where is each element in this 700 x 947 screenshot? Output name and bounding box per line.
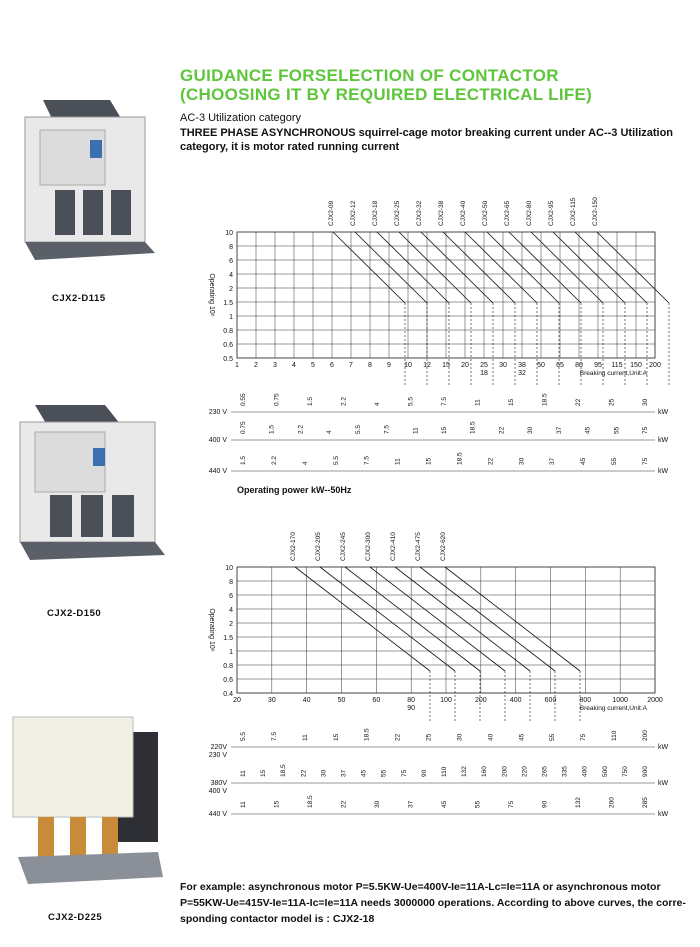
life-curve [420, 567, 555, 671]
example-text: For example: asynchronous motor P=5.5KW-Ue=400V-Ie=11A-Lc=Ie=11A or asynchronous motor P=55KW-Ue=415V-Ie=11A-Ic=Ie=11A needs 3000000 operations. According to above curves, the corre-sponding contactor model is : CJX2-18 [180, 881, 686, 925]
x-tick-label: 2000 [647, 697, 663, 704]
model-label: CJX2-38 [438, 200, 445, 226]
row-power-value: 18.5 [541, 393, 549, 406]
row-power-value: 30 [518, 457, 526, 465]
contactor-d150-image [15, 400, 170, 565]
row-power-value: 45 [584, 426, 592, 434]
row-power-value: 132 [575, 797, 582, 808]
title-line-2: (CHOOSING IT BY REQUIRED ELECTRICAL LIFE) [180, 85, 593, 104]
row-power-value: 5.5 [354, 424, 362, 434]
row-power-value: 30 [642, 398, 649, 406]
row-power-value: 7.5 [441, 396, 448, 406]
x-tick-label: 50 [537, 362, 545, 369]
contactor-d115-image [15, 95, 165, 265]
product-label-d225: CJX2-D225 [48, 912, 103, 923]
row-power-value: 220 [521, 766, 529, 777]
electrical-life-chart-1 [180, 190, 695, 495]
row-power-value: 750 [621, 766, 629, 777]
row-power-value: 18.5 [307, 795, 314, 808]
x-tick-label: 7 [349, 362, 353, 369]
row-power-value: 7.5 [270, 731, 278, 741]
row-power-value: 200 [501, 766, 509, 777]
row-voltage-label: 440 V [208, 468, 227, 475]
row-unit-label: kW [658, 437, 669, 444]
row-power-value: 90 [541, 800, 549, 808]
row-power-value: 18.5 [280, 764, 288, 777]
row-power-value: 2.2 [340, 396, 348, 406]
x-tick-label: 12 [423, 362, 431, 369]
row-power-value: 15 [332, 733, 340, 741]
x-tick-label-secondary: 90 [407, 705, 416, 712]
x-tick-label: 40 [302, 697, 311, 704]
row-power-value: 75 [642, 426, 649, 434]
row-power-value: 4 [301, 461, 309, 465]
model-label: CJX2-18 [372, 200, 379, 226]
row-power-value: 55 [613, 426, 621, 434]
row-voltage-label-secondary: 230 V [208, 752, 227, 759]
row-power-value: 11 [240, 801, 247, 808]
x-axis-label: Breaking current,Unit:A [579, 370, 647, 377]
x-tick-label: 30 [267, 697, 276, 704]
y-axis-label: Operating 10⁶ [208, 273, 215, 317]
x-tick-label: 150 [630, 362, 642, 369]
page-title [180, 66, 690, 104]
y-tick-label: 10 [225, 565, 233, 572]
x-tick-label: 8 [368, 362, 372, 369]
x-tick-label: 5 [311, 362, 315, 369]
x-tick-label: 80 [407, 697, 416, 704]
row-unit-label: kW [658, 468, 669, 475]
model-label: CJX2-80 [526, 200, 533, 226]
row-unit-label: kW [658, 409, 669, 416]
x-tick-label: 20 [233, 697, 241, 704]
row-power-value: 7.5 [363, 455, 371, 465]
x-tick-label-secondary: 32 [518, 370, 526, 377]
row-power-value: 265 [541, 766, 549, 777]
x-tick-label: 1000 [612, 697, 628, 704]
row-power-value: 500 [601, 766, 609, 777]
y-axis-label: Operating 10⁶ [208, 608, 215, 652]
y-tick-label: 0.8 [223, 663, 233, 670]
model-label: CJX2-410 [390, 532, 397, 561]
row-power-value: 4 [326, 430, 334, 434]
row-voltage-label: 380V [210, 780, 227, 787]
row-power-value: 200 [608, 797, 616, 808]
product-label-d150: CJX2-D150 [47, 608, 102, 619]
model-label: CJX2-50 [482, 200, 489, 226]
row-power-value: 37 [340, 769, 348, 777]
life-curve [355, 232, 427, 303]
row-power-value: 200 [642, 730, 649, 741]
row-power-value: 7.5 [383, 424, 391, 434]
row-unit-label: kW [658, 744, 669, 751]
row-power-value: 22 [498, 426, 506, 434]
row-power-value: 22 [394, 733, 402, 741]
y-tick-label: 0.6 [223, 342, 233, 349]
row-power-value: 25 [608, 398, 616, 406]
model-label: CJX2-245 [340, 532, 347, 561]
row-unit-label: kW [658, 811, 669, 818]
row-power-value: 18.5 [456, 452, 464, 465]
row-power-value: 132 [461, 766, 469, 777]
x-tick-label: 9 [387, 362, 391, 369]
life-curve [320, 567, 455, 671]
model-label: CJX2-150 [592, 197, 599, 226]
contactor-d225-image [8, 712, 168, 887]
row-power-value: 55 [474, 800, 482, 808]
row-power-value: 110 [441, 766, 448, 777]
row-power-value: 25 [425, 733, 433, 741]
life-curve [443, 232, 515, 303]
model-label: CJX2-12 [350, 200, 357, 226]
x-tick-label: 2 [254, 362, 258, 369]
row-power-value: 5.5 [332, 455, 340, 465]
row-power-value: 75 [642, 457, 649, 465]
x-tick-label: 200 [649, 362, 661, 369]
title-line-1: GUIDANCE FORSELECTION OF CONTACTOR [180, 66, 559, 85]
model-label: CJX2-300 [365, 532, 372, 561]
row-power-value: 75 [400, 769, 408, 777]
row-power-value: 37 [407, 800, 415, 808]
row-power-value: 0.75 [240, 421, 247, 434]
row-power-value: 1.5 [307, 396, 314, 406]
row-power-value: 37 [555, 426, 563, 434]
model-label: CJX2-95 [548, 200, 555, 226]
row-power-value: 55 [549, 733, 557, 741]
life-curve [445, 567, 580, 671]
y-tick-label: 8 [229, 244, 233, 251]
y-tick-label: 0.8 [223, 328, 233, 335]
y-tick-label: 0.6 [223, 677, 233, 684]
power-caption: Operating power kW--50Hz [237, 485, 352, 495]
row-power-value: 30 [456, 733, 464, 741]
row-power-value: 400 [581, 766, 589, 777]
x-tick-label: 115 [611, 362, 623, 369]
x-tick-label: 100 [440, 697, 452, 704]
y-tick-label: 1 [229, 649, 233, 656]
y-tick-label: 6 [229, 593, 233, 600]
row-power-value: 160 [481, 766, 489, 777]
row-power-value: 45 [360, 769, 368, 777]
row-voltage-label: 220V [210, 744, 227, 751]
model-label: CJX2-25 [394, 200, 401, 226]
x-tick-label: 200 [474, 697, 487, 704]
life-curve [333, 232, 405, 303]
x-tick-label: 95 [594, 362, 602, 369]
description-text: THREE PHASE ASYNCHRONOUS squirrel-cage motor breaking current under AC--3 Utilization category, it is motor rated running current [180, 127, 674, 153]
x-tick-label: 80 [575, 362, 583, 369]
row-power-value: 285 [642, 797, 649, 808]
category-text: AC-3 Utilization category [180, 112, 302, 124]
row-power-value: 90 [420, 769, 428, 777]
x-tick-label: 3 [273, 362, 277, 369]
row-power-value: 75 [508, 800, 515, 808]
row-power-value: 18.5 [469, 421, 477, 434]
row-power-value: 30 [374, 800, 381, 808]
row-power-value: 40 [487, 733, 495, 741]
model-label: CJX2-170 [290, 532, 297, 561]
x-tick-label: 30 [499, 362, 507, 369]
y-tick-label: 1.5 [223, 300, 233, 307]
row-power-value: 45 [580, 457, 588, 465]
y-tick-label: 10 [225, 230, 233, 237]
row-power-value: 11 [474, 399, 482, 406]
x-tick-label: 400 [509, 697, 522, 704]
row-power-value: 18.5 [363, 728, 371, 741]
y-tick-label: 6 [229, 258, 233, 265]
y-tick-label: 0.4 [223, 691, 233, 698]
x-tick-label: 60 [372, 697, 381, 704]
row-power-value: 900 [642, 766, 649, 777]
row-power-value: 4 [374, 402, 381, 406]
y-tick-label: 2 [229, 621, 233, 628]
row-power-value: 22 [487, 457, 495, 465]
row-power-value: 45 [518, 733, 526, 741]
life-curve [509, 232, 581, 303]
life-curve [295, 567, 430, 671]
model-label: CJX2-115 [570, 197, 577, 226]
row-power-value: 45 [441, 800, 448, 808]
x-tick-label-secondary: 18 [480, 370, 488, 377]
row-power-value: 2.2 [297, 424, 305, 434]
row-power-value: 22 [300, 769, 308, 777]
row-power-value: 11 [412, 427, 420, 434]
row-power-value: 1.5 [240, 455, 247, 465]
y-tick-label: 8 [229, 579, 233, 586]
row-voltage-label: 230 V [208, 409, 227, 416]
row-power-value: 11 [394, 458, 402, 465]
row-power-value: 110 [611, 730, 619, 741]
row-power-value: 15 [508, 398, 515, 406]
x-tick-label: 4 [292, 362, 296, 369]
product-label-d115: CJX2-D115 [52, 293, 106, 304]
row-power-value: 75 [580, 733, 588, 741]
x-tick-label: 50 [337, 697, 346, 704]
x-tick-label: 65 [556, 362, 564, 369]
row-power-value: 22 [340, 800, 348, 808]
model-label: CJX2-475 [415, 532, 422, 561]
x-tick-label: 800 [579, 697, 592, 704]
row-power-value: 0.75 [273, 393, 281, 406]
row-voltage-label: 400 V [208, 437, 227, 444]
row-power-value: 22 [575, 398, 582, 406]
row-voltage-label-secondary: 400 V [208, 788, 227, 795]
model-label: CJX2-620 [440, 532, 447, 561]
model-label: CJX2-205 [315, 532, 322, 561]
x-tick-label: 10 [404, 362, 412, 369]
electrical-life-chart-2 [180, 525, 695, 830]
row-power-value: 5.5 [240, 731, 247, 741]
y-tick-label: 1 [229, 314, 233, 321]
row-voltage-label: 440 V [208, 811, 227, 818]
life-curve [421, 232, 493, 303]
y-tick-label: 2 [229, 286, 233, 293]
life-curve [531, 232, 603, 303]
row-power-value: 11 [301, 734, 309, 741]
x-tick-label: 20 [461, 362, 469, 369]
model-label: CJX2-65 [504, 200, 511, 226]
life-curve [487, 232, 559, 303]
model-label: CJX2-32 [416, 200, 423, 226]
life-curve [370, 567, 505, 671]
x-tick-label: 6 [330, 362, 334, 369]
life-curve [399, 232, 471, 303]
model-label: CJX2-40 [460, 200, 467, 226]
life-curve [597, 232, 669, 303]
row-unit-label: kW [658, 780, 669, 787]
row-power-value: 15 [260, 769, 268, 777]
row-power-value: 335 [561, 766, 569, 777]
x-tick-label: 1 [235, 362, 239, 369]
row-power-value: 15 [273, 800, 281, 808]
life-curve [345, 567, 480, 671]
x-tick-label: 15 [442, 362, 450, 369]
y-tick-label: 4 [229, 607, 233, 614]
x-tick-label: 600 [544, 697, 557, 704]
x-tick-label: 25 [480, 362, 488, 369]
life-curve [377, 232, 449, 303]
row-power-value: 55 [380, 769, 388, 777]
row-power-value: 15 [441, 426, 448, 434]
row-power-value: 37 [549, 457, 557, 465]
row-power-value: 2.2 [270, 455, 278, 465]
y-tick-label: 1.5 [223, 635, 233, 642]
row-power-value: 55 [611, 457, 619, 465]
y-tick-label: 0.5 [223, 356, 233, 363]
life-curve [465, 232, 537, 303]
row-power-value: 11 [240, 770, 247, 777]
row-power-value: 1.5 [268, 424, 276, 434]
row-power-value: 15 [425, 457, 433, 465]
row-power-value: 30 [320, 769, 328, 777]
row-power-value: 30 [527, 426, 535, 434]
x-axis-label: Breaking current,Unit:A [579, 705, 647, 712]
y-tick-label: 4 [229, 272, 233, 279]
row-power-value: 0.55 [240, 393, 247, 406]
life-curve [395, 567, 530, 671]
x-tick-label: 38 [518, 362, 526, 369]
life-curve [553, 232, 625, 303]
model-label: CJX2-09 [328, 200, 335, 226]
row-power-value: 5.5 [407, 396, 415, 406]
